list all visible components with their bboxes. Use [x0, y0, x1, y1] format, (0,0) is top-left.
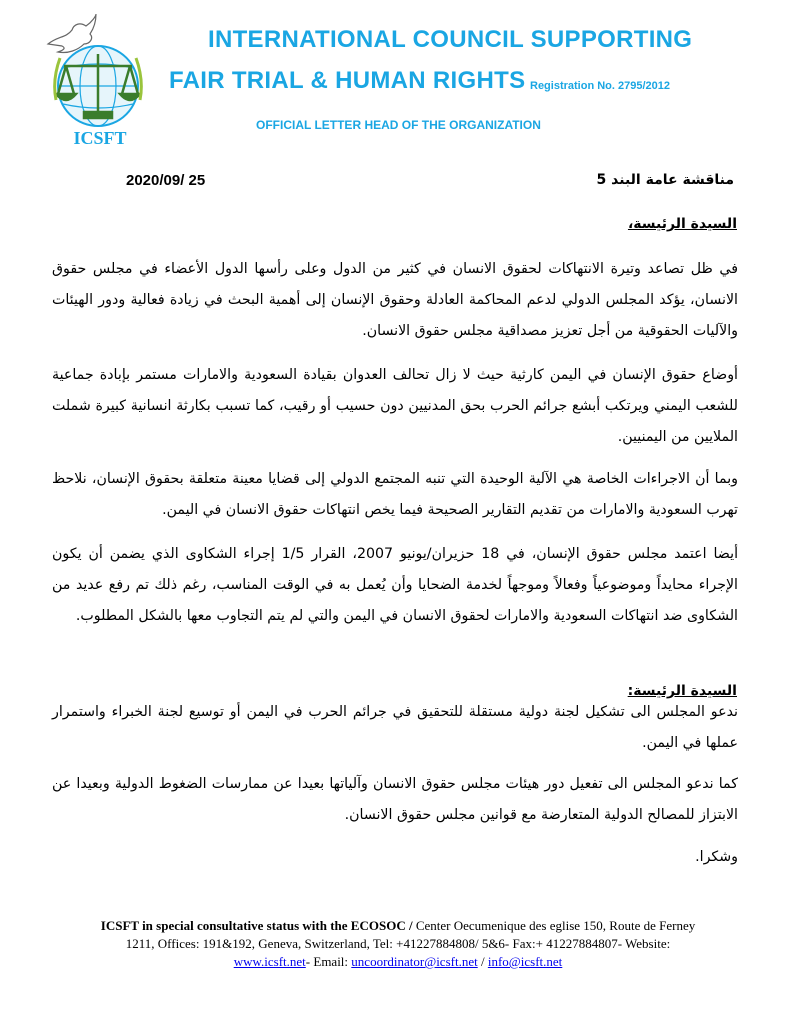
letterhead-caption: OFFICIAL LETTER HEAD OF THE ORGANIZATION — [256, 118, 541, 132]
footer-line-2: 1211, Offices: 191&192, Geneva, Switzerland, Tel: +41227884808/ 5&6- Fax:+ 41227884807- Website: — [125, 936, 671, 951]
email-label: - Email: — [305, 954, 352, 969]
footer-line-1 — [48, 917, 748, 935]
logo-text: ICSFT — [73, 128, 127, 148]
organization-name-line-1: INTERNATIONAL COUNCIL SUPPORTING — [208, 26, 693, 53]
email-separator: / — [477, 954, 488, 969]
paragraph: وبما أن الاجراءات الخاصة هي الآلية الوحيدة التي تنبه المجتمع الدولي إلى قضايا معينة متعلقة بحقوق الإنسان، نلاحظ تهرب السعودية والامارات من تقديم التقارير الصحيحة فيما يخص انتهاكات حقوق الانسان في اليمن. — [52, 471, 738, 518]
closing-block — [52, 842, 738, 873]
organization-logo — [36, 10, 156, 150]
registration-number: Registration No. 2795/2012 — [530, 80, 671, 92]
footer-line-3 — [48, 953, 748, 971]
salutation-2: السيدة الرئيسة: — [627, 683, 737, 699]
paragraph-block-6 — [52, 769, 738, 831]
email-link-coordinator[interactable]: uncoordinator@icsft.net — [351, 954, 478, 969]
footer — [48, 917, 748, 971]
organization-name-line-2: FAIR TRIAL & HUMAN RIGHTS — [169, 67, 526, 94]
paragraph-block-1 — [52, 254, 738, 347]
closing: وشكرا. — [695, 849, 738, 865]
paragraph-block-3 — [52, 464, 738, 526]
website-link[interactable]: www.icsft.net — [233, 954, 306, 969]
paragraph-block-4 — [52, 539, 738, 632]
paragraph: في ظل تصاعد وتيرة الانتهاكات لحقوق الانسان في كثير من الدول وعلى رأسها الدول الأعضاء في مجلس حقوق الانسان، يؤكد المجلس الدولي لدعم المحاكمة العادلة وحقوق الإنسان إلى أهمية البحث في زيادة فعالية ودور الهيئات والآليات الحقوقية من أجل تعزيز مصداقية مجلس حقوق الانسان. — [52, 261, 738, 339]
paragraph: أيضا اعتمد مجلس حقوق الإنسان، في 18 حزيران/يونيو 2007، القرار 1/5 إجراء الشكاوى الذي يضمن أن يكون الإجراء محايداً وموضوعياً وفعالاً وموجهاً لخدمة الضحايا وأن يُعمل به في الوقت المناسب، رغم ذلك تم رفع عديد من الشكاوى ضد انتهاكات السعودية والامارات لحقوق الانسان في اليمن والتي لم يتم التجاوب معها بالشكل المطلوب. — [52, 546, 739, 624]
footer-address: Center Oecumenique des eglise 150, Route de Ferney — [412, 918, 696, 933]
email-link-info[interactable]: info@icsft.net — [487, 954, 563, 969]
paragraph: ندعو المجلس الى تشكيل لجنة دولية مستقلة للتحقيق في جرائم الحرب في اليمن أو توسيع لجنة الخبراء واستمرار عملها في اليمن. — [52, 704, 738, 751]
paragraph: أوضاع حقوق الإنسان في اليمن كارثية حيث لا زال تحالف العدوان بقيادة السعودية والامارات مستمر بإبادة جماعية للشعب اليمني ويرتكب أبشع جرائم الحرب بحق المدنيين دون حسيب أو رقيب، كما تسبب بكارثة انسانية كبيرة شملت الملايين من اليمنيين. — [52, 367, 738, 445]
letter-subject: مناقشة عامة البند 5 — [596, 172, 734, 188]
paragraph: كما ندعو المجلس الى تفعيل دور هيئات مجلس حقوق الانسان وآلياتها بعيدا عن ممارسات الضغوط الدولية وبعيدا عن الابتزاز للمصالح الدولية المتعارضة مع قوانين مجلس حقوق الانسان. — [52, 776, 738, 823]
paragraph-block-2 — [52, 360, 738, 453]
letter-date: 2020/09/ 25 — [126, 172, 206, 189]
footer-status: ICSFT in special consultative status with the ECOSOC / — [100, 918, 413, 933]
salutation-1: السيدة الرئيسة، — [627, 216, 737, 232]
paragraph-block-5 — [52, 697, 738, 759]
